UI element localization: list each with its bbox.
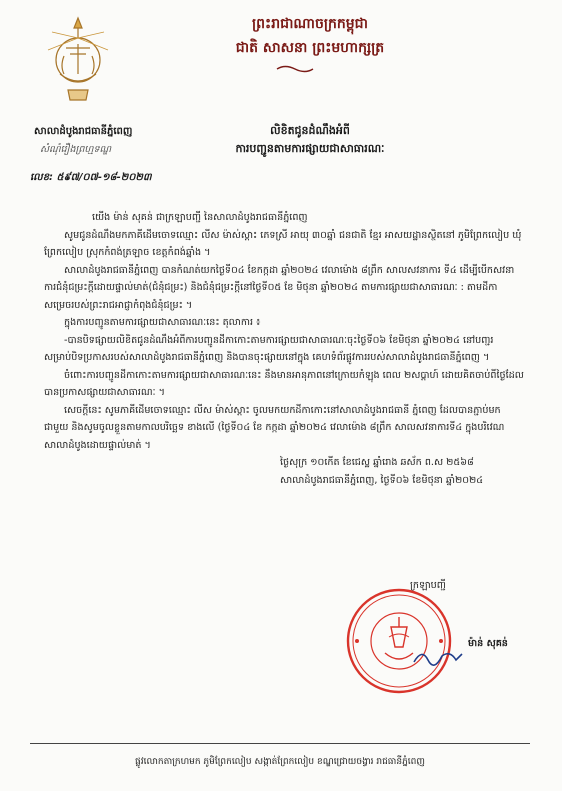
court-subtitle: សំណុំរឿងព្រហ្មទណ្ឌ: [40, 144, 112, 155]
footer-divider: [30, 743, 530, 744]
document-subtitle: ការបញ្ជូនតាមការផ្សាយជាសាធារណៈ: [235, 142, 385, 155]
document-title: លិខិតជូនដំណឹងអំពី: [270, 124, 350, 137]
paragraph: ចំពោះការបញ្ជូនដីកាកោះតាមការផ្សាយជាសាធារណៈនេះ នឹងមានអានុភាពនៅក្រោយកំឡុង ពេល ២សប្តាហ៍ ដោយគិតចាប់ពីថ្ងៃដែលបានប្រកាសផ្សាយជាសាធារណៈ ។: [44, 369, 524, 398]
paragraph: ក្នុងការបញ្ជូនតាមការផ្សាយជាសាធារណៈនេះ តុលាការ ៖: [64, 317, 261, 328]
ornament-divider-icon: [275, 64, 315, 74]
date-line: សាលាដំបូងរាជធានីភ្នំពេញ, ថ្ងៃទី០៦ ខែមិថុនា ឆ្នាំ២០២៤: [280, 474, 484, 486]
footer-address: ផ្លូវលោកតាក្រហមក ភូមិព្រែកលៀប សង្កាត់ព្រែកលៀប ខណ្ឌជ្រោយចង្វារ រាជធានីភ្នំពេញ: [135, 757, 425, 767]
paragraph: សេចក្តីនេះ សូមភាគីដើមចោទឈ្មោះ លីស ម៉ាស់ស្តាះ ចូលមកយកដីកាកោះនៅសាលាដំបូងរាជធានី ភ្នំពេញ ដែលបានភ្ជាប់មកជាមួយ និងសូមចូលខ្លួនតាមកាលបរិច្ឆេទ ខាងលើ (ថ្ងៃទី០៤ ខែ កក្កដា ឆ្នាំ២០២៤ វេលាម៉ោង ៨ព្រឹក សាលសវនាការទី៤ ក្នុងបរិវេណសាលាដំបូងដោយផ្ទាល់មាត់ ។: [44, 404, 505, 451]
paragraph: -បានបិទផ្សាយលិខិតជូនដំណឹងអំពីការបញ្ជូនដីកាកោះតាមការផ្សាយជាសាធារណៈចុះថ្ងៃទី០៦ ខែមិថុនា ឆ្នាំ២០២៤ នៅបញ្ជរសម្រាប់បិទប្រកាសរបស់សាលាដំបូងរាជធានីភ្នំពេញ និងបានចុះផ្សាយនៅក្នុង គេហទំព័រផ្លូវការរបស់សាលាដំបូងរាជធានីភ្នំពេញ ។: [44, 334, 494, 363]
kingdom-heading: ព្រះរាជាណាចក្រកម្ពុជា: [251, 16, 368, 32]
handwritten-signature: [412, 646, 464, 668]
court-name: សាលាដំបូងរាជធានីភ្នំពេញ: [34, 126, 133, 137]
official-seal-stamp: [345, 587, 453, 695]
signatory-name: ម៉ាន់ សុគន់: [468, 638, 508, 649]
letter-body: [44, 209, 524, 489]
paragraph: សាលាដំបូងរាជធានីភ្នំពេញ បានកំណត់យកថ្ងៃទី០៤ ខែកក្កដា ឆ្នាំ២០២៤ វេលាម៉ោង ៨ព្រឹក សាលសវនាការ ទី៤ ដើម្បីបើកសវនាការជំនុំជម្រះក្តីដោយផ្ទាល់មាត់(ជំនុំជម្រះ) និងជំនុំជម្រះក្តីនៅថ្ងៃទី០៥ ខែ មិថុនា ឆ្នាំ២០២៤ តាមការផ្សាយជាសាធារណៈ : តាមដីកាសម្រេចរបស់ព្រះរាជអាជ្ញាកំពុងជំនុំជម្រះ ។: [44, 264, 515, 311]
paragraph: សូមជូនដំណឹងមកភាគីដើមចោទឈ្មោះ លីស ម៉ាស់ស្តាះ ភេទស្រី អាយុ ៣០ឆ្នាំ ជនជាតិ ខ្មែរ អាសយដ្ឋានស្ថិតនៅ ភូមិព្រែកលៀប ឃុំព្រែកលៀប ស្រុកកំពង់ត្រឡាច ខេត្តកំពង់ឆ្នាំង ។: [44, 229, 522, 258]
date-line-lunar: ថ្ងៃសុក្រ ១០កើត ខែជេស្ឋ ឆ្នាំរោង ឆស័ក ព.ស ២៥៦៨: [280, 457, 474, 468]
royal-emblem-icon: [42, 14, 114, 106]
paragraph: យើង ម៉ាន់ សុគន់ ជាក្រឡាបញ្ជី នៃសាលាដំបូងរាជធានីភ្នំពេញ: [92, 212, 308, 223]
motto-heading: ជាតិ សាសនា ព្រះមហាក្សត្រ: [235, 40, 385, 56]
signatory-role: ក្រឡាបញ្ជី: [410, 580, 446, 591]
reference-number: លេខ: ៥៩៧/០៧-១៨-២០២៣: [30, 172, 152, 183]
